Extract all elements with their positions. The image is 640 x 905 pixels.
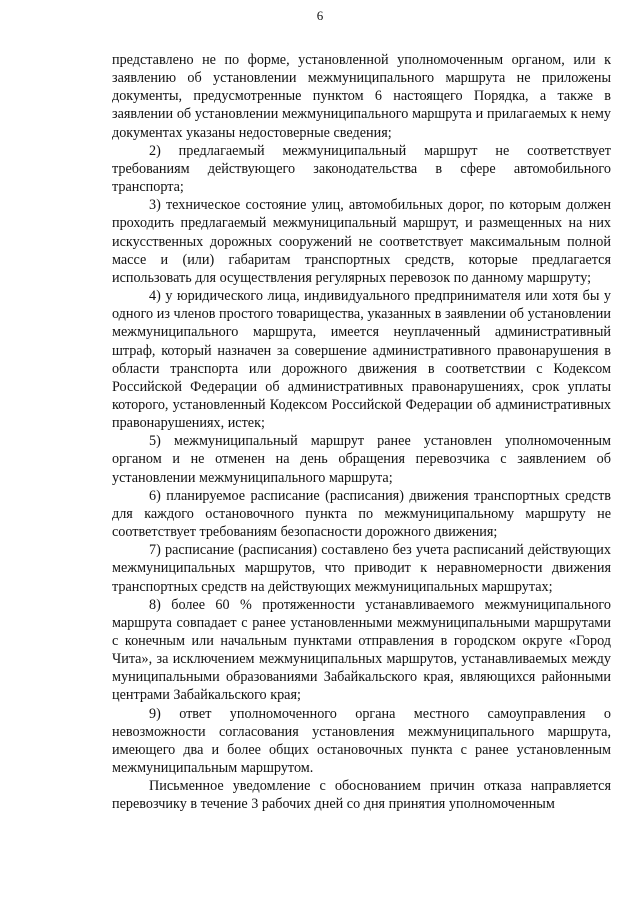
list-item-4: 4) у юридического лица, индивидуального предпринимателя или хотя бы у одного из членов простого товарищества, указанных в заявлении об установлении межмуниципального маршрута, имеется неуплаченный административный штраф, который назначен за совершение административного правонарушения в области транспорта или дорожного движения в соответствии с Кодексом Российской Федерации об административных правонарушениях, срок уплаты которого, установленный Кодексом Российской Федерации об административных правонарушениях, истек; — [112, 288, 611, 432]
list-item-5: 5) межмуниципальный маршрут ранее установлен уполномоченным органом и не отменен на день обращения перевозчика с заявлением об установлении межмуниципального маршрута; — [112, 433, 611, 486]
paragraph-continuation: представлено не по форме, установленной уполномоченным органом, или к заявлению об установлении межмуниципального маршрута не приложены документы, предусмотренные пунктом 6 настоящего Порядка, а также в заявлении об установлении межмуниципального маршрута и прилагаемых к нему документах указаны недостоверные сведения; — [112, 52, 611, 141]
list-item-3: 3) техническое состояние улиц, автомобильных дорог, по которым должен проходить предлагаемый межмуниципальный маршрут, и размещенных на них искусственных дорожных сооружений не соответствует максимальным полной массе и (или) габаритам транспортных средств, которые предлагается использовать для осуществления регулярных перевозок по данному маршруту; — [112, 197, 611, 286]
document-body — [112, 51, 611, 814]
page-number: 6 — [316, 8, 324, 23]
list-item-6: 6) планируемое расписание (расписания) движения транспортных средств для каждого остановочного пункта по межмуниципальному маршруту не соответствует требованиям безопасности дорожного движения; — [112, 487, 611, 541]
list-item-7: 7) расписание (расписания) составлено без учета расписаний действующих межмуниципальных маршрутов, что приводит к неравномерности движения транспортных средств на действующих межмуниципальных маршрутах; — [112, 542, 611, 595]
list-item-2: 2) предлагаемый межмуниципальный маршрут не соответствует требованиям действующего законодательства в сфере автомобильного транспорта; — [112, 142, 611, 196]
notification-paragraph: Письменное уведомление с обоснованием причин отказа направляется перевозчику в течение 3 рабочих дней со дня принятия уполномоченным — [112, 778, 611, 813]
list-item-9: 9) ответ уполномоченного органа местного самоуправления о невозможности согласования установления межмуниципального маршрута, имеющего два и более общих остановочных пункта с ранее установленным межмуниципальным маршрутом. — [112, 705, 611, 777]
list-item-8: 8) более 60 % протяженности устанавливаемого межмуниципального маршрута совпадает с ранее установленными межмуниципальными маршрутами с конечным или начальным пунктами отправления в городском округе «Город Чита», за исключением межмуниципальных маршрутов, устанавливаемых между муниципальными образованиями Забайкальского края, являющихся районными центрами Забайкальского края; — [112, 596, 611, 704]
